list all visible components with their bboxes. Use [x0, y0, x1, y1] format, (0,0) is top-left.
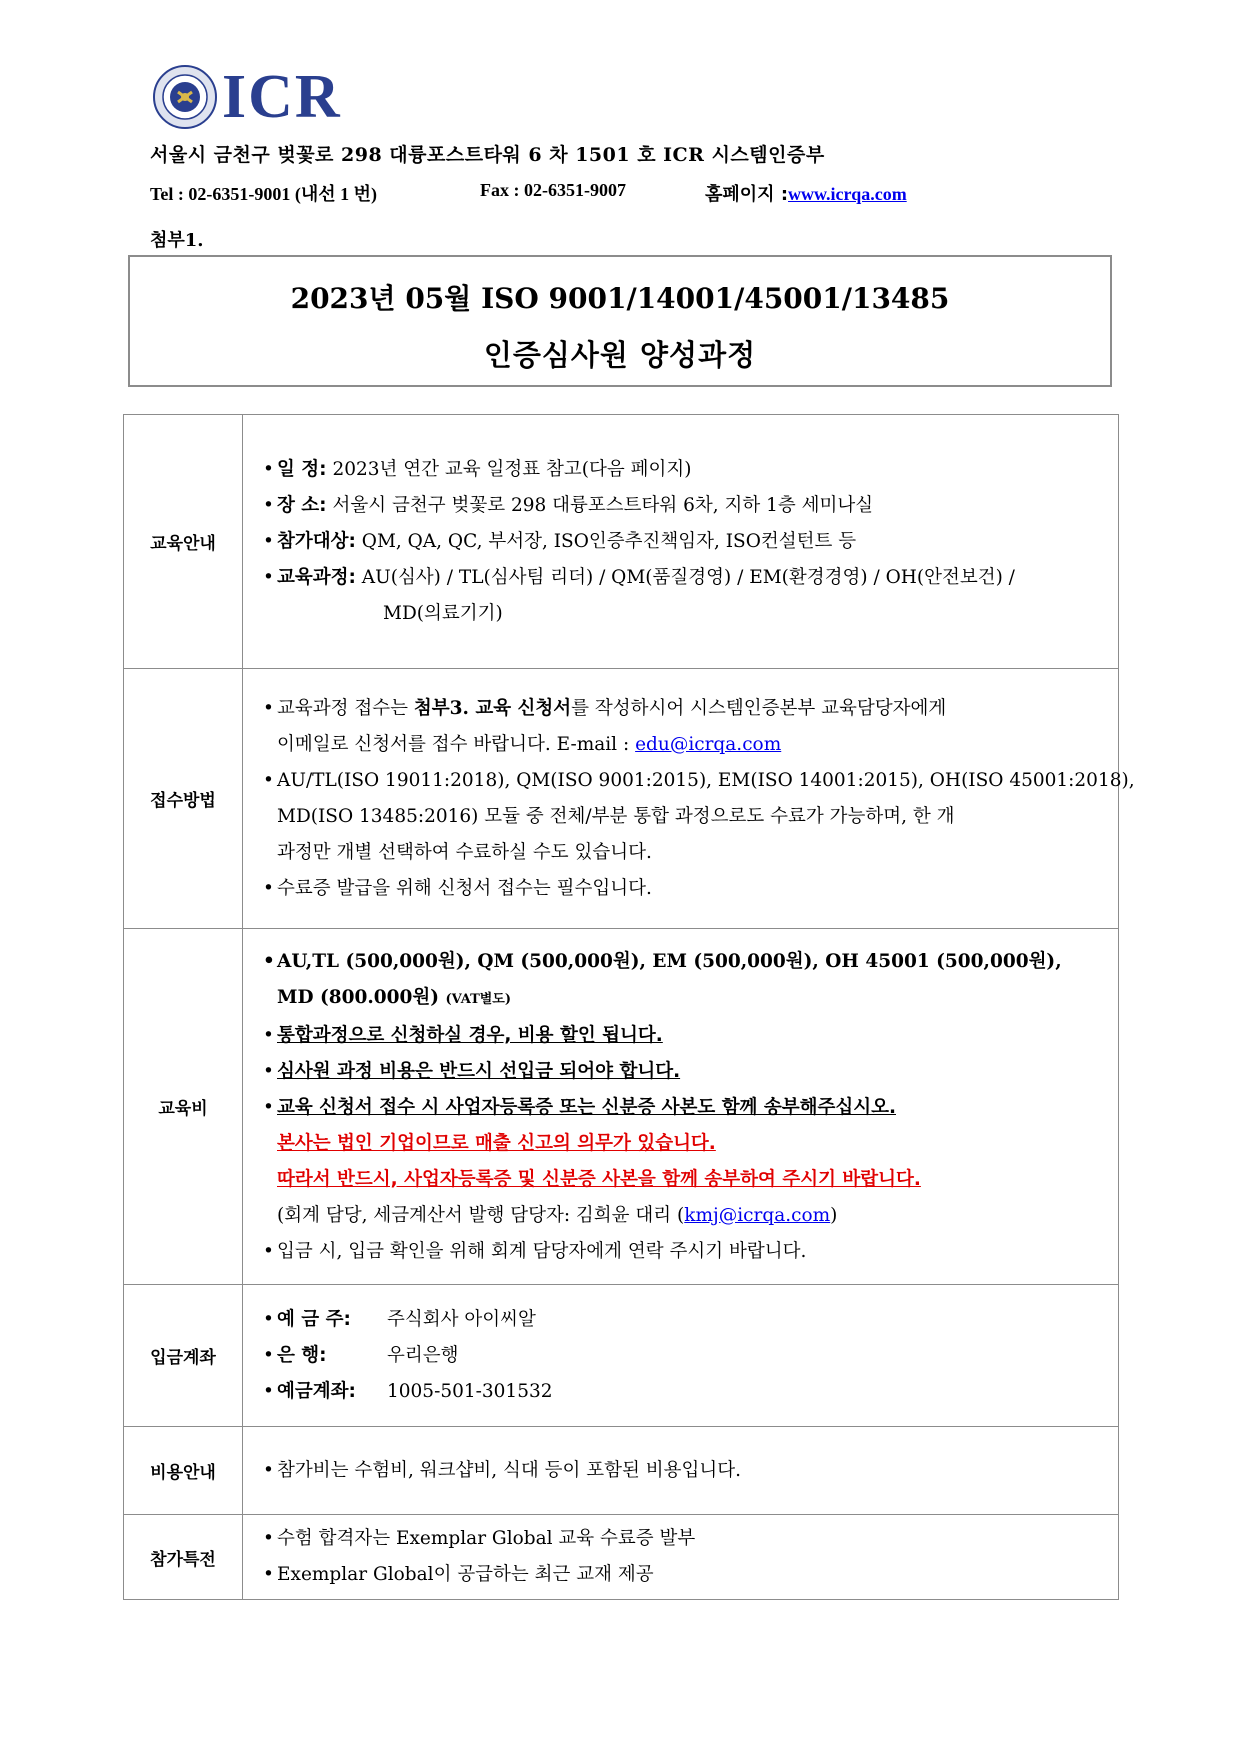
fee-line-4 [263, 1054, 1108, 1090]
fee-vat-note: (VAT별도) [445, 991, 512, 1007]
number-value: 1005-501-301532 [387, 1380, 553, 1402]
fee-line-9: • 입금 시, 입금 확인을 위해 회계 담당자에게 연락 주시기 바랍니다. [263, 1234, 1108, 1270]
homepage-label: 홈페이지 : [705, 184, 789, 205]
edu-info-content [243, 415, 1119, 669]
course-item [263, 560, 1108, 596]
page-title: 2023년 05월 ISO 9001/14001/45001/13485 [290, 282, 950, 315]
apply-text: 교육과정 접수는 [277, 697, 414, 719]
row-label-fee: 교육비 [124, 929, 243, 1285]
fee-md: MD (800.000원) [277, 986, 446, 1008]
fee-line-6 [263, 1126, 1108, 1162]
accounting-contact: (회계 담당, 세금계산서 발행 담당자: 김희윤 대리 ( [277, 1204, 685, 1226]
apply-line-6: • 수료증 발급을 위해 신청서 접수는 필수입니다. [263, 871, 1108, 907]
bank-value: 우리은행 [387, 1344, 459, 1366]
fee-line-8 [263, 1198, 1108, 1234]
number-key: 예금계좌: [277, 1380, 356, 1402]
target-key: 참가대상: [277, 530, 356, 552]
company-address: 서울시 금천구 벚꽃로 298 대륭포스트타워 6 차 1501 호 ICR 시스템인증부 [150, 144, 825, 166]
row-label-benefit: 참가특전 [124, 1515, 243, 1600]
place-key: 장 소: [277, 494, 327, 516]
fee-line-1: • AU,TL (500,000원), QM (500,000원), EM (500,000원), OH 45001 (500,000원), [263, 944, 1108, 980]
apply-content [243, 669, 1135, 929]
fee-line-2 [263, 980, 1108, 1018]
homepage [705, 180, 907, 206]
course-value-cont: MD(의료기기) [383, 602, 503, 624]
fee-prepay-note: 심사원 과정 비용은 반드시 선입금 되어야 합니다. [277, 1060, 681, 1082]
homepage-link[interactable]: www.icrqa.com [788, 184, 907, 204]
apply-line-5: 과정만 개별 선택하여 수료하실 수도 있습니다. [277, 841, 652, 863]
table-row [124, 929, 1119, 1285]
holder-value: 주식회사 아이씨알 [387, 1308, 536, 1330]
bank-item [263, 1338, 1108, 1374]
fee-discount-note: 통합과정으로 신청하실 경우, 비용 할인 됩니다. [277, 1024, 663, 1046]
benefit-line-2: • Exemplar Global이 공급하는 최근 교재 제공 [263, 1557, 1108, 1593]
edu-email-link[interactable]: edu@icrqa.com [635, 733, 782, 755]
page-subtitle: 인증심사원 양성과정 [483, 338, 757, 372]
info-table [123, 414, 1135, 1600]
row-label-edu-info: 교육안내 [124, 415, 243, 669]
place-item [263, 488, 1108, 524]
cost-content [243, 1427, 1119, 1515]
apply-line-4: MD(ISO 13485:2016) 모듈 중 전체/부분 통합 과정으로도 수료가 가능하며, 한 개 [277, 805, 955, 827]
title-box [128, 255, 1112, 387]
row-label-apply: 접수방법 [124, 669, 243, 929]
holder-item [263, 1302, 1108, 1338]
table-row [124, 669, 1119, 929]
logo-text: ICR [222, 63, 342, 131]
fee-content [243, 929, 1119, 1285]
course-value: AU(심사) / TL(심사팀 리더) / QM(품질경영) / EM(환경경영) / OH(안전보건) / [355, 566, 1015, 588]
benefit-content [243, 1515, 1119, 1600]
benefit-line-1: • 수험 합격자는 Exemplar Global 교육 수료증 발부 [263, 1521, 1108, 1557]
schedule-value: 2023년 연간 교육 일정표 참고(다음 페이지) [326, 458, 692, 480]
target-item [263, 524, 1108, 560]
apply-line-1 [263, 691, 1108, 727]
fee-docs-note: 교육 신청서 접수 시 사업자등록증 또는 신분증 사본도 함께 송부해주십시오. [277, 1096, 896, 1118]
apply-text: 이메일로 신청서를 접수 바랍니다. E-mail : [277, 733, 636, 755]
attachment-label: 첨부1. [150, 230, 204, 251]
fee-line-3 [263, 1018, 1108, 1054]
table-row [124, 1285, 1119, 1427]
fee-warning-1: 본사는 법인 기업이므로 매출 신고의 의무가 있습니다. [277, 1132, 716, 1154]
fee-line-7 [263, 1162, 1108, 1198]
bank-key: 은 행: [277, 1344, 327, 1366]
apply-line-3: • AU/TL(ISO 19011:2018), QM(ISO 9001:2015), EM(ISO 14001:2015), OH(ISO 45001:2018), [263, 763, 1108, 799]
paren-close: ) [830, 1204, 838, 1226]
icr-logo [152, 64, 342, 130]
fee-warning-2: 따라서 반드시, 사업자등록증 및 신분증 사본을 함께 송부하여 주시기 바랍니다. [277, 1168, 921, 1190]
account-content [243, 1285, 1119, 1427]
contact-line [150, 180, 907, 206]
target-value: QM, QA, QC, 부서장, ISO인증추진책임자, ISO컨설턴트 등 [355, 530, 857, 552]
table-row [124, 1515, 1119, 1600]
tel-text: Tel : 02-6351-9001 (내선 1 번) [150, 184, 377, 204]
apply-line-2 [263, 727, 1108, 763]
accounting-email-link[interactable]: kmj@icrqa.com [684, 1204, 831, 1226]
row-label-cost: 비용안내 [124, 1427, 243, 1515]
schedule-item [263, 452, 1108, 488]
holder-key: 예 금 주: [277, 1308, 351, 1330]
table-row [124, 1427, 1119, 1515]
cost-line-1: • 참가비는 수험비, 워크샵비, 식대 등이 포함된 비용입니다. [263, 1453, 1108, 1489]
table-row [124, 415, 1119, 669]
place-value: 서울시 금천구 벚꽃로 298 대륭포스트타워 6차, 지하 1층 세미나실 [326, 494, 874, 516]
apply-text: 를 작성하시어 시스템인증본부 교육담당자에게 [571, 697, 947, 719]
icr-seal-icon [152, 64, 218, 130]
schedule-key: 일 정: [277, 458, 327, 480]
apply-form-ref: 첨부3. 교육 신청서 [413, 697, 572, 719]
row-label-account: 입금계좌 [124, 1285, 243, 1427]
course-key: 교육과정: [277, 566, 356, 588]
fee-line-5 [263, 1090, 1108, 1126]
fax-text: Fax : 02-6351-9007 [480, 180, 626, 200]
number-item [263, 1374, 1108, 1410]
